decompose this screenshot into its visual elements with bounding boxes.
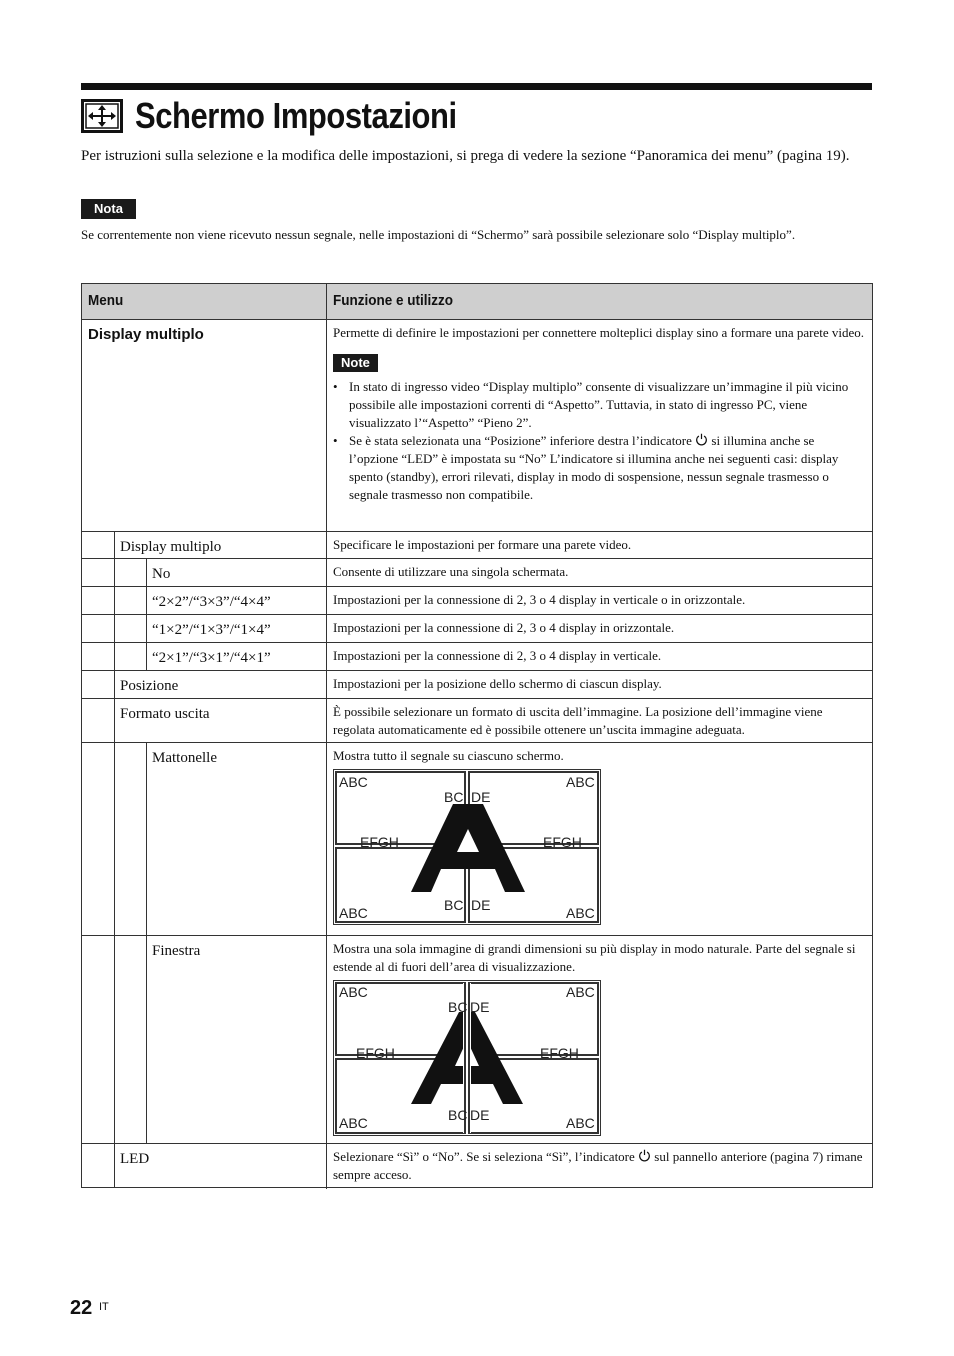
menu-label: “2×1”/“3×1”/“4×1” — [152, 650, 271, 666]
list-item: • In stato di ingresso video “Display multiplo” consente di visualizzare un’immagine il più vicino possibile alle impostazioni correnti di “Aspetto”. Tuttavia, in stato di ingresso PC, viene visualizzato l’“Aspetto” “Pieno 2”. — [333, 378, 866, 432]
diagram-text: ABC — [339, 984, 368, 1000]
table-row — [82, 642, 872, 670]
diagram-text: DE — [471, 897, 491, 913]
diagram-text: DE — [470, 1107, 490, 1123]
table-row — [82, 558, 872, 586]
diagram-text: ABC — [339, 905, 368, 921]
table-row — [82, 670, 872, 698]
diagram-text: ABC — [339, 774, 368, 790]
page-title: Schermo Impostazioni — [135, 95, 457, 136]
row-description: Selezionare “Sì” o “No”. Se si seleziona “Sì”, l’indicatore sul pannello anteriore (pagina 7) rimane sempre acceso. — [326, 1144, 872, 1189]
header-menu: Menu — [88, 292, 124, 309]
diagram-text: ABC — [566, 905, 595, 921]
page-number: 22 — [70, 1297, 93, 1319]
table-row — [82, 1143, 872, 1187]
menu-label: No — [152, 566, 171, 582]
table-row — [82, 742, 872, 935]
table-row — [82, 698, 872, 742]
note-list — [333, 378, 866, 504]
diagram-text: BC — [448, 1107, 468, 1123]
table-header — [82, 284, 872, 319]
table-row — [82, 586, 872, 614]
note-badge: Note — [333, 354, 378, 372]
diagram-text: ABC — [566, 1115, 595, 1131]
nota-badge: Nota — [81, 199, 136, 219]
diagram-text: ABC — [566, 984, 595, 1000]
menu-label: LED — [120, 1151, 150, 1167]
menu-label: “2×2”/“3×3”/“4×4” — [152, 594, 271, 610]
list-item: • Se è stata selezionata una “Posizione” inferiore destra l’indicatore si illumina anche se l’opzione “LED” è impostata su “No” L’indicatore si illumina anche nei seguenti casi: display spento (standby), errori rilevati, display in modo di sospensione, nessun segnale trasmesso o segnale trasmesso non compatibile. — [333, 432, 866, 504]
screen-settings-icon — [81, 99, 123, 133]
row-description: Impostazioni per la connessione di 2, 3 o 4 display in orizzontale. — [326, 615, 872, 642]
menu-label: Finestra — [152, 943, 201, 959]
header-function: Funzione e utilizzo — [326, 284, 872, 319]
menu-label: Mattonelle — [152, 750, 217, 766]
row-description: È possibile selezionare un formato di uscita dell’immagine. La posizione dell’immagine viene regolata automaticamente ed è possibile ottenere un’uscita immagine adeguata. — [326, 699, 872, 744]
table-row — [82, 935, 872, 1143]
row-description: Consente di utilizzare una singola schermata. — [326, 559, 872, 586]
diagram-text: ABC — [339, 1115, 368, 1131]
title-row — [81, 94, 509, 138]
row-description: Impostazioni per la connessione di 2, 3 o 4 display in verticale o in orizzontale. — [326, 587, 872, 614]
diagram-text: BC — [444, 789, 464, 805]
row-description: Specificare le impostazioni per formare una parete video. — [326, 532, 872, 559]
menu-label: “1×2”/“1×3”/“1×4” — [152, 622, 271, 638]
diagram-text: BC — [444, 897, 464, 913]
diagram-text: EFGH — [356, 1045, 395, 1061]
row-description: Mostra una sola immagine di grandi dimensioni su più display in modo naturale. Parte del segnale si estende al di fuori dell’area di visualizzazione. — [333, 941, 856, 974]
window-mode-diagram — [333, 980, 601, 1136]
tile-mode-diagram — [333, 769, 601, 925]
diagram-text: EFGH — [360, 834, 399, 850]
row-description: Permette di definire le impostazioni per connettere molteplici display sino a formare una parete video. — [333, 325, 865, 340]
row-description: Mostra tutto il segnale su ciascuno schermo. — [333, 748, 564, 763]
diagram-text: DE — [471, 789, 491, 805]
table-row — [82, 614, 872, 642]
diagram-text: EFGH — [543, 834, 582, 850]
page-language: IT — [99, 1301, 109, 1313]
menu-display-multiplo: Display multiplo — [88, 326, 204, 343]
diagram-text: EFGH — [540, 1045, 579, 1061]
power-icon — [638, 1149, 651, 1162]
intro-text: Per istruzioni sulla selezione e la modifica delle impostazioni, si prega di vedere la sezione “Panoramica dei menu” (pagina 19). — [81, 148, 850, 164]
menu-label: Posizione — [120, 678, 179, 694]
title-rule — [81, 83, 872, 90]
diagram-text: DE — [470, 999, 490, 1015]
row-description: Impostazioni per la connessione di 2, 3 o 4 display in verticale. — [326, 643, 872, 670]
diagram-text: ABC — [566, 774, 595, 790]
settings-table — [81, 283, 873, 1188]
nota-text: Se correntemente non viene ricevuto nessun segnale, nelle impostazioni di “Schermo” sarà possibile selezionare solo “Display multiplo”. — [81, 227, 796, 242]
table-row — [82, 319, 872, 531]
power-icon — [695, 433, 708, 446]
table-row — [82, 531, 872, 558]
menu-label: Display multiplo — [120, 539, 222, 555]
menu-label: Formato uscita — [120, 706, 210, 722]
diagram-text: BC — [448, 999, 468, 1015]
row-description: Impostazioni per la posizione dello schermo di ciascun display. — [326, 671, 872, 698]
